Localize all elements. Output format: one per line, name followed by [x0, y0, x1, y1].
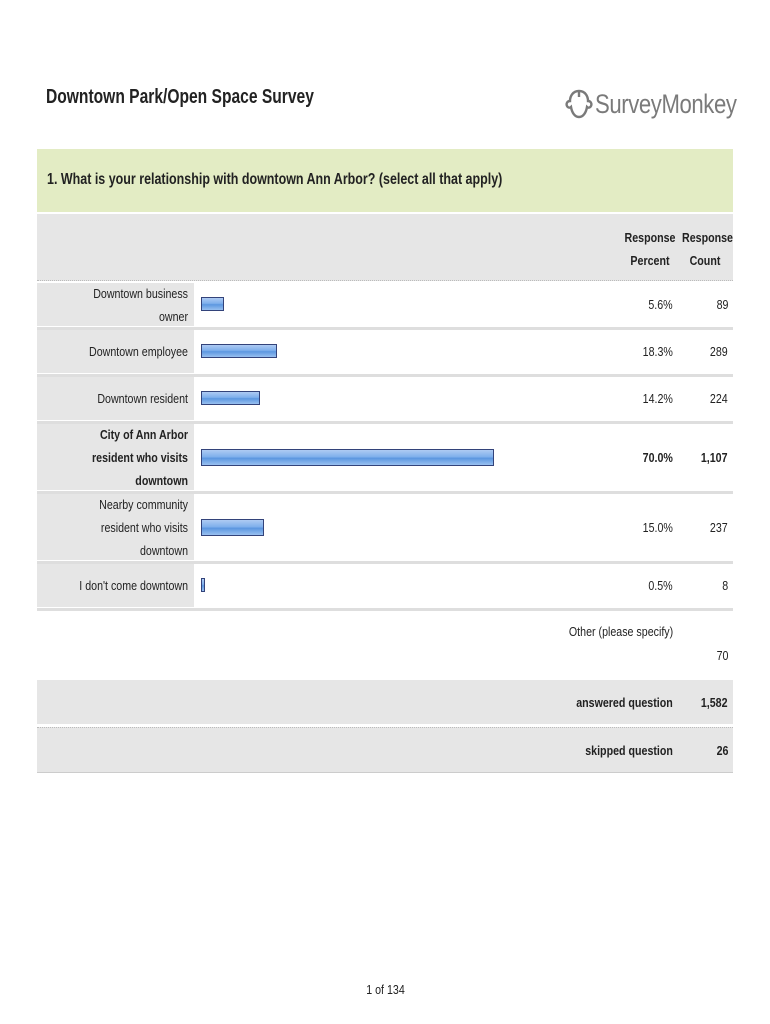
column-header-row: [37, 214, 733, 281]
answer-label: City of Ann Arbor resident who visits downtown: [92, 426, 188, 488]
answer-bar: [201, 297, 224, 311]
answered-value: 1,582: [701, 695, 728, 710]
skipped-label: skipped question: [585, 743, 673, 758]
page-number: 1 of 134: [365, 982, 405, 997]
answered-label: answered question: [576, 695, 673, 710]
response-percent: 70.0%: [642, 450, 673, 465]
answer-label: Downtown business owner: [93, 285, 188, 324]
logo-text: SurveyMonkey: [595, 88, 737, 119]
response-count-header: Response Count: [682, 230, 733, 268]
answer-row: [37, 494, 733, 560]
answer-label: I don't come downtown: [79, 578, 188, 593]
answer-row: [37, 377, 733, 420]
answer-row: [37, 283, 733, 326]
answer-bar: [201, 391, 260, 405]
response-count: 8: [722, 578, 728, 593]
response-count: 89: [716, 297, 728, 312]
answer-bar: [201, 449, 494, 466]
answer-row: [37, 330, 733, 373]
row-divider: [37, 608, 733, 611]
skipped-value: 26: [716, 743, 728, 758]
response-percent: 18.3%: [642, 344, 673, 359]
response-percent: 15.0%: [642, 520, 673, 535]
answer-label: Downtown employee: [89, 344, 188, 359]
document-title: Downtown Park/Open Space Survey: [46, 86, 314, 108]
response-count: 289: [710, 344, 728, 359]
skipped-question-row: [37, 727, 733, 773]
response-percent: 0.5%: [648, 578, 673, 593]
answered-question-row: [37, 680, 733, 724]
other-specify-row: [37, 612, 733, 676]
answer-bar: [201, 578, 205, 592]
answer-label: Nearby community resident who visits downtown: [99, 496, 188, 558]
response-percent: 5.6%: [648, 297, 673, 312]
monkey-logo-icon: [565, 87, 593, 121]
question-header: [37, 149, 733, 212]
response-count: 237: [710, 520, 728, 535]
response-percent: 14.2%: [642, 391, 673, 406]
other-label: Other (please specify): [568, 624, 673, 639]
answer-row: [37, 564, 733, 607]
response-count: 1,107: [701, 450, 728, 465]
question-text: 1. What is your relationship with downtown Ann Arbor? (select all that apply): [47, 171, 503, 188]
response-count: 224: [710, 391, 728, 406]
answer-row: [37, 424, 733, 490]
other-count: 70: [716, 648, 728, 663]
answer-bar: [201, 519, 264, 536]
surveymonkey-logo: [565, 84, 768, 124]
response-percent-header: Response Percent: [624, 230, 676, 268]
answer-bar: [201, 344, 277, 358]
answer-label: Downtown resident: [97, 391, 188, 406]
